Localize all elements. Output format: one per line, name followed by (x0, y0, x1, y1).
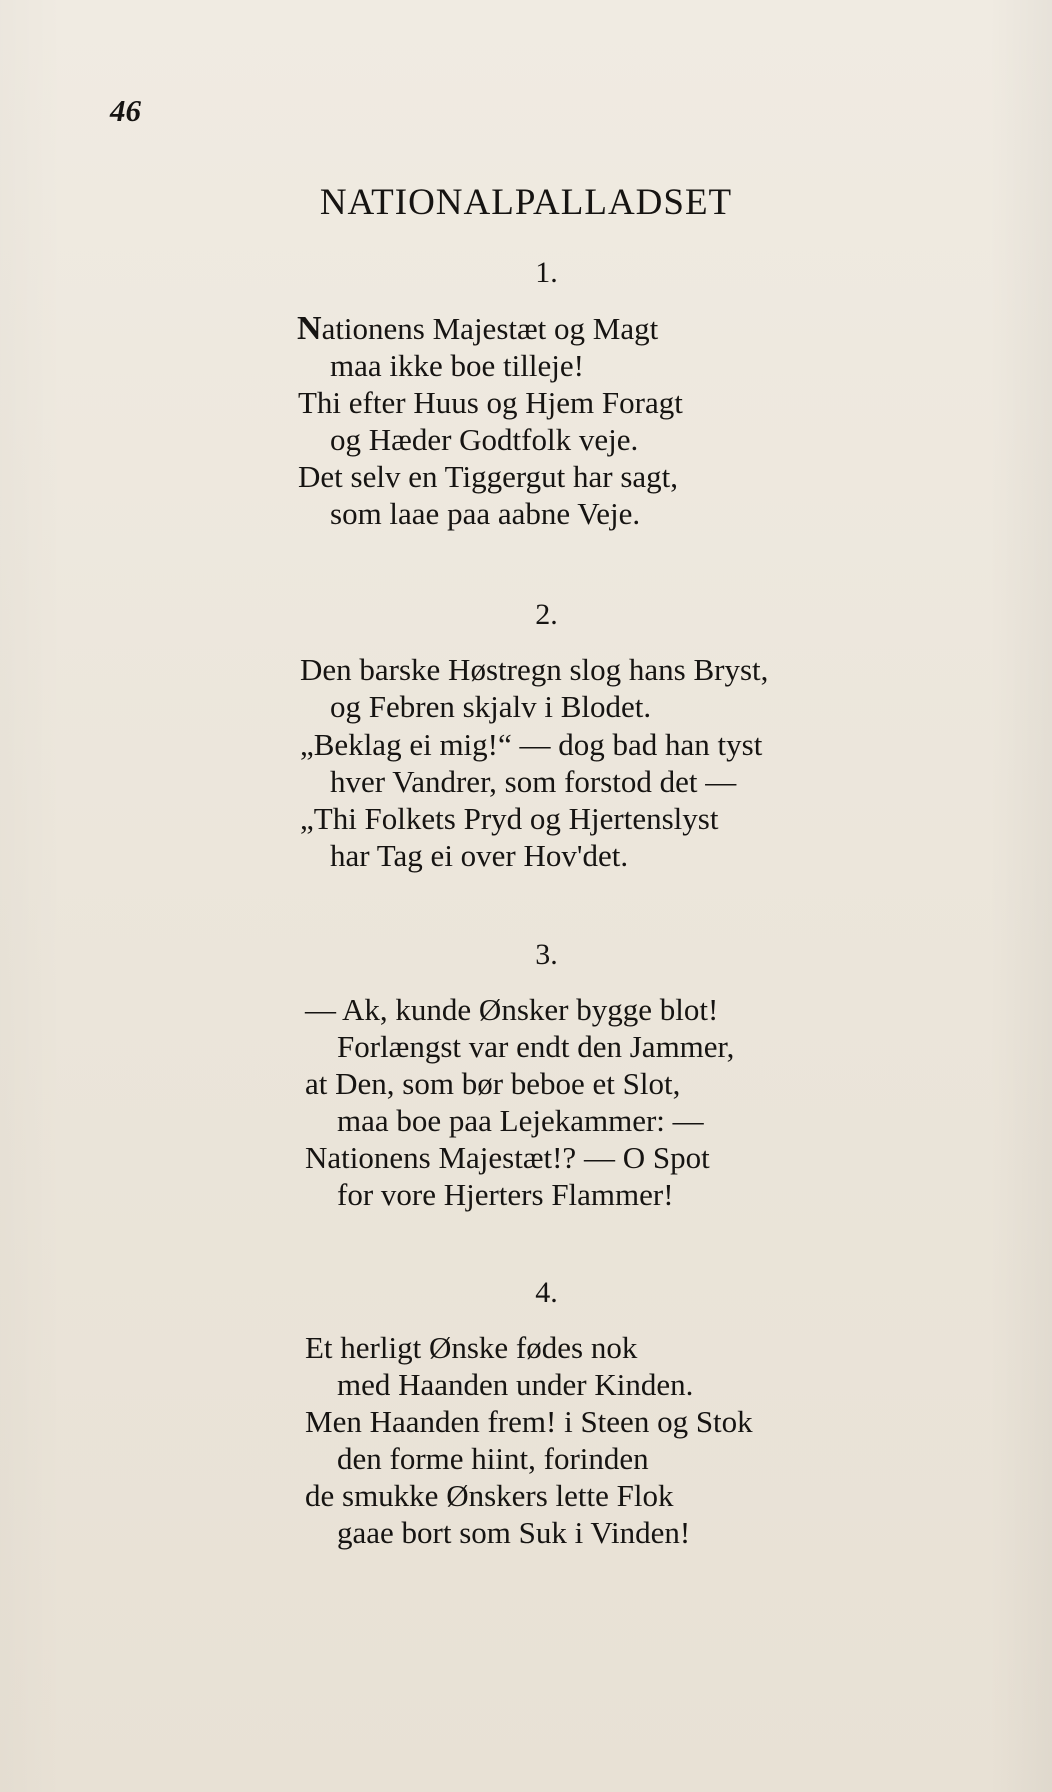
stanza-4-line-6: gaae bort som Suk i Vinden! (337, 1515, 691, 1550)
stanza-3-line-3: at Den, som bør beboe et Slot, (305, 1066, 681, 1101)
poem-title: NATIONALPALLADSET (319, 182, 733, 223)
stanza-3-line-5: Nationens Majestæt!? — O Spot (305, 1140, 710, 1175)
stanza-1-line-5: Det selv en Tiggergut har sagt, (298, 459, 679, 494)
stanza-3-line-1: — Ak, kunde Ønsker bygge blot! (305, 992, 719, 1027)
stanza-2-line-4: hver Vandrer, som forstod det — (330, 764, 737, 799)
stanza-3-line-2: Forlængst var endt den Jammer, (337, 1029, 735, 1064)
stanza-4-line-2: med Haanden under Kinden. (337, 1367, 694, 1402)
stanza-number-3: 3. (535, 938, 558, 971)
stanza-1-line-3: Thi efter Huus og Hjem Foragt (298, 385, 683, 420)
stanza-1-line-1-text: ationens Majestæt og Magt (321, 311, 659, 346)
stanza-2-line-3: „Beklag ei mig!“ — dog bad han tyst (300, 727, 763, 762)
drop-cap-letter: N (297, 310, 322, 347)
stanza-2-line-2: og Febren skjalv i Blodet. (330, 689, 652, 724)
stanza-1-line-4: og Hæder Godtfolk veje. (330, 422, 639, 457)
stanza-1-line-6: som laae paa aabne Veje. (330, 496, 641, 531)
stanza-number-2: 2. (535, 598, 558, 631)
stanza-2-line-6: har Tag ei over Hov'det. (330, 838, 629, 873)
stanza-1-line-1 (297, 312, 658, 346)
stanza-4-line-1: Et herligt Ønske fødes nok (305, 1330, 638, 1365)
stanza-2-line-5: „Thi Folkets Pryd og Hjertenslyst (300, 801, 719, 836)
stanza-4-line-4: den forme hiint, forinden (337, 1441, 649, 1476)
stanza-4-line-5: de smukke Ønskers lette Flok (305, 1478, 674, 1513)
page-number: 46 (110, 93, 141, 128)
stanza-4-line-3: Men Haanden frem! i Steen og Stok (305, 1404, 753, 1439)
stanza-number-4: 4. (535, 1276, 558, 1309)
stanza-1-line-2: maa ikke boe tilleje! (330, 348, 584, 383)
stanza-number-1: 1. (535, 256, 558, 289)
stanza-3-line-6: for vore Hjerters Flammer! (337, 1177, 674, 1212)
stanza-3-line-4: maa boe paa Lejekammer: — (337, 1103, 704, 1138)
stanza-2-line-1: Den barske Høstregn slog hans Bryst, (300, 652, 769, 687)
